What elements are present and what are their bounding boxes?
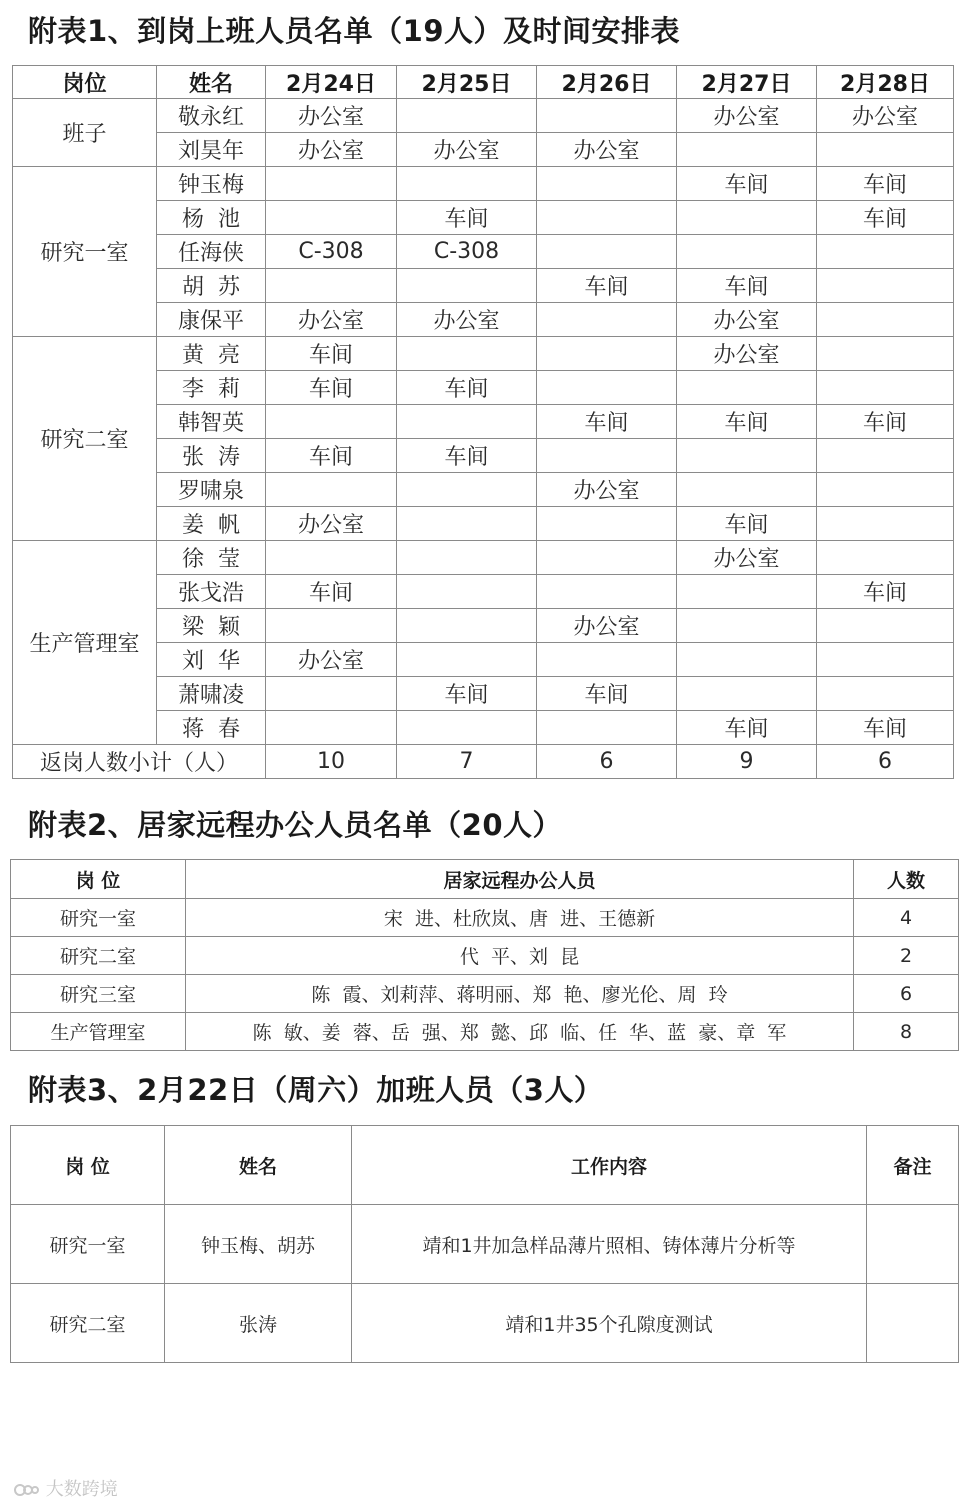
schedule-cell: 办公室 bbox=[537, 609, 677, 643]
schedule-cell bbox=[397, 507, 537, 541]
subtotal-cell: 10 bbox=[266, 745, 397, 779]
watermark bbox=[14, 1475, 118, 1501]
schedule-cell bbox=[817, 677, 954, 711]
schedule-cell bbox=[537, 303, 677, 337]
name-cell: 敬永红 bbox=[157, 99, 266, 133]
schedule-cell: 车间 bbox=[266, 439, 397, 473]
schedule-cell bbox=[677, 609, 817, 643]
table-row bbox=[11, 899, 959, 937]
table-row bbox=[13, 541, 954, 575]
schedule-cell bbox=[817, 643, 954, 677]
schedule-cell bbox=[817, 303, 954, 337]
schedule-cell: 办公室 bbox=[397, 133, 537, 167]
schedule-cell: 车间 bbox=[677, 507, 817, 541]
post-cell: 研究一室 bbox=[13, 167, 157, 337]
schedule-cell bbox=[397, 575, 537, 609]
schedule-cell: 车间 bbox=[677, 167, 817, 201]
schedule-cell bbox=[677, 133, 817, 167]
post-cell: 研究二室 bbox=[11, 937, 186, 975]
post-cell: 生产管理室 bbox=[13, 541, 157, 745]
name-cell: 刘 华 bbox=[157, 643, 266, 677]
schedule-cell bbox=[677, 439, 817, 473]
table2-header-row bbox=[11, 860, 959, 899]
schedule-cell bbox=[266, 677, 397, 711]
table2-title: 附表2、居家远程办公人员名单（20人） bbox=[28, 808, 563, 842]
schedule-cell bbox=[537, 643, 677, 677]
people-cell: 陈 霞、刘莉萍、蒋明丽、郑 艳、廖光伦、周 玲 bbox=[186, 975, 854, 1013]
count-cell: 8 bbox=[854, 1013, 959, 1051]
schedule-cell: C-308 bbox=[397, 235, 537, 269]
name-cell: 姜 帆 bbox=[157, 507, 266, 541]
schedule-cell bbox=[817, 439, 954, 473]
header-post: 岗 位 bbox=[11, 860, 186, 899]
schedule-cell bbox=[817, 473, 954, 507]
schedule-cell: 车间 bbox=[817, 167, 954, 201]
table-row bbox=[11, 1205, 959, 1284]
schedule-cell bbox=[397, 167, 537, 201]
subtotal-cell: 6 bbox=[537, 745, 677, 779]
schedule-cell bbox=[817, 133, 954, 167]
schedule-cell: 办公室 bbox=[266, 303, 397, 337]
schedule-cell bbox=[817, 609, 954, 643]
schedule-cell bbox=[817, 541, 954, 575]
table-row bbox=[11, 975, 959, 1013]
name-cell: 徐 莹 bbox=[157, 541, 266, 575]
schedule-cell: 车间 bbox=[677, 269, 817, 303]
onsite-schedule-table bbox=[12, 65, 954, 779]
schedule-cell bbox=[537, 371, 677, 405]
schedule-cell bbox=[677, 235, 817, 269]
header-date: 2月24日 bbox=[266, 66, 397, 99]
schedule-cell bbox=[817, 337, 954, 371]
name-cell: 萧啸凌 bbox=[157, 677, 266, 711]
schedule-cell bbox=[677, 473, 817, 507]
schedule-cell: 办公室 bbox=[397, 303, 537, 337]
people-cell: 陈 敏、姜 蓉、岳 强、郑 懿、邱 临、任 华、蓝 豪、章 军 bbox=[186, 1013, 854, 1051]
schedule-cell bbox=[397, 269, 537, 303]
name-cell: 罗啸泉 bbox=[157, 473, 266, 507]
schedule-cell: 办公室 bbox=[677, 337, 817, 371]
schedule-cell: 办公室 bbox=[266, 99, 397, 133]
schedule-cell bbox=[266, 609, 397, 643]
names-cell: 钟玉梅、胡苏 bbox=[165, 1205, 352, 1284]
table-row bbox=[11, 1013, 959, 1051]
header-post: 岗 位 bbox=[11, 1126, 165, 1205]
schedule-cell: 车间 bbox=[817, 201, 954, 235]
name-cell: 钟玉梅 bbox=[157, 167, 266, 201]
schedule-cell bbox=[817, 371, 954, 405]
schedule-cell bbox=[397, 643, 537, 677]
schedule-cell bbox=[677, 643, 817, 677]
schedule-cell: 车间 bbox=[397, 371, 537, 405]
schedule-cell: 车间 bbox=[817, 711, 954, 745]
schedule-cell: 车间 bbox=[677, 711, 817, 745]
schedule-cell bbox=[817, 269, 954, 303]
schedule-cell bbox=[817, 507, 954, 541]
schedule-cell: 办公室 bbox=[537, 133, 677, 167]
count-cell: 6 bbox=[854, 975, 959, 1013]
table-row bbox=[13, 99, 954, 133]
table1-body bbox=[13, 99, 954, 745]
people-cell: 代 平、刘 昆 bbox=[186, 937, 854, 975]
schedule-cell: 车间 bbox=[677, 405, 817, 439]
remote-work-table bbox=[10, 859, 959, 1051]
table-row bbox=[11, 1284, 959, 1363]
schedule-cell bbox=[537, 201, 677, 235]
schedule-cell: 车间 bbox=[397, 677, 537, 711]
schedule-cell bbox=[677, 201, 817, 235]
schedule-cell: 办公室 bbox=[677, 303, 817, 337]
header-date: 2月25日 bbox=[397, 66, 537, 99]
schedule-cell: 车间 bbox=[397, 439, 537, 473]
name-cell: 黄 亮 bbox=[157, 337, 266, 371]
header-note: 备注 bbox=[867, 1126, 959, 1205]
schedule-cell bbox=[537, 167, 677, 201]
schedule-cell bbox=[537, 575, 677, 609]
watermark-text: 大数跨境 bbox=[45, 1479, 118, 1500]
name-cell: 康保平 bbox=[157, 303, 266, 337]
name-cell: 梁 颖 bbox=[157, 609, 266, 643]
schedule-cell: 办公室 bbox=[266, 507, 397, 541]
schedule-cell bbox=[266, 269, 397, 303]
schedule-cell bbox=[397, 473, 537, 507]
schedule-cell: 车间 bbox=[817, 405, 954, 439]
schedule-cell bbox=[537, 711, 677, 745]
subtotal-cell: 7 bbox=[397, 745, 537, 779]
post-cell: 研究二室 bbox=[11, 1284, 165, 1363]
name-cell: 蒋 春 bbox=[157, 711, 266, 745]
name-cell: 任海侠 bbox=[157, 235, 266, 269]
schedule-cell: 办公室 bbox=[537, 473, 677, 507]
header-work: 工作内容 bbox=[352, 1126, 867, 1205]
schedule-cell: 办公室 bbox=[677, 541, 817, 575]
header-remote-staff: 居家远程办公人员 bbox=[186, 860, 854, 899]
schedule-cell bbox=[677, 371, 817, 405]
schedule-cell: 办公室 bbox=[266, 643, 397, 677]
schedule-cell bbox=[266, 473, 397, 507]
post-cell: 生产管理室 bbox=[11, 1013, 186, 1051]
schedule-cell: 车间 bbox=[266, 371, 397, 405]
schedule-cell bbox=[397, 541, 537, 575]
schedule-cell: 车间 bbox=[537, 677, 677, 711]
schedule-cell: 车间 bbox=[817, 575, 954, 609]
schedule-cell bbox=[817, 235, 954, 269]
schedule-cell: 办公室 bbox=[817, 99, 954, 133]
schedule-cell bbox=[397, 99, 537, 133]
table-row bbox=[13, 337, 954, 371]
name-cell: 张 涛 bbox=[157, 439, 266, 473]
schedule-cell bbox=[397, 337, 537, 371]
note-cell bbox=[867, 1205, 959, 1284]
schedule-cell bbox=[537, 99, 677, 133]
schedule-cell bbox=[537, 507, 677, 541]
schedule-cell bbox=[266, 711, 397, 745]
schedule-cell bbox=[266, 405, 397, 439]
subtotal-cell: 6 bbox=[817, 745, 954, 779]
header-count: 人数 bbox=[854, 860, 959, 899]
name-cell: 胡 苏 bbox=[157, 269, 266, 303]
header-name: 姓名 bbox=[165, 1126, 352, 1205]
name-cell: 韩智英 bbox=[157, 405, 266, 439]
schedule-cell bbox=[537, 337, 677, 371]
post-cell: 研究二室 bbox=[13, 337, 157, 541]
schedule-cell: 车间 bbox=[397, 201, 537, 235]
schedule-cell: 办公室 bbox=[677, 99, 817, 133]
header-post: 岗位 bbox=[13, 66, 157, 99]
post-cell: 研究一室 bbox=[11, 899, 186, 937]
table-row bbox=[11, 937, 959, 975]
overtime-table bbox=[10, 1125, 959, 1363]
watermark-logo-icon bbox=[14, 1481, 40, 1499]
schedule-cell: C-308 bbox=[266, 235, 397, 269]
schedule-cell bbox=[537, 235, 677, 269]
schedule-cell bbox=[537, 541, 677, 575]
schedule-cell: 车间 bbox=[266, 337, 397, 371]
header-date: 2月28日 bbox=[817, 66, 954, 99]
table1-header-row bbox=[13, 66, 954, 99]
schedule-cell: 办公室 bbox=[266, 133, 397, 167]
post-cell: 研究三室 bbox=[11, 975, 186, 1013]
schedule-cell: 车间 bbox=[537, 269, 677, 303]
subtotal-cell: 9 bbox=[677, 745, 817, 779]
table3-title: 附表3、2月22日（周六）加班人员（3人） bbox=[28, 1073, 604, 1107]
schedule-cell: 车间 bbox=[537, 405, 677, 439]
schedule-cell bbox=[266, 167, 397, 201]
note-cell bbox=[867, 1284, 959, 1363]
name-cell: 张戈浩 bbox=[157, 575, 266, 609]
subtotal-label: 返岗人数小计（人） bbox=[13, 745, 266, 779]
work-cell: 靖和1井35个孔隙度测试 bbox=[352, 1284, 867, 1363]
post-cell: 班子 bbox=[13, 99, 157, 167]
header-name: 姓名 bbox=[157, 66, 266, 99]
header-date: 2月27日 bbox=[677, 66, 817, 99]
post-cell: 研究一室 bbox=[11, 1205, 165, 1284]
table3-body bbox=[11, 1205, 959, 1363]
schedule-cell bbox=[397, 405, 537, 439]
name-cell: 李 莉 bbox=[157, 371, 266, 405]
names-cell: 张涛 bbox=[165, 1284, 352, 1363]
count-cell: 2 bbox=[854, 937, 959, 975]
header-date: 2月26日 bbox=[537, 66, 677, 99]
table1-title: 附表1、到岗上班人员名单（19人）及时间安排表 bbox=[28, 14, 681, 48]
name-cell: 杨 池 bbox=[157, 201, 266, 235]
table3-header-row bbox=[11, 1126, 959, 1205]
table2-body bbox=[11, 899, 959, 1051]
schedule-cell bbox=[397, 711, 537, 745]
schedule-cell bbox=[677, 677, 817, 711]
schedule-cell bbox=[266, 201, 397, 235]
people-cell: 宋 进、杜欣岚、唐 进、王德新 bbox=[186, 899, 854, 937]
table-row bbox=[13, 167, 954, 201]
schedule-cell bbox=[677, 575, 817, 609]
count-cell: 4 bbox=[854, 899, 959, 937]
schedule-cell bbox=[397, 609, 537, 643]
name-cell: 刘昊年 bbox=[157, 133, 266, 167]
schedule-cell bbox=[537, 439, 677, 473]
schedule-cell bbox=[266, 541, 397, 575]
subtotal-row bbox=[13, 745, 954, 779]
schedule-cell: 车间 bbox=[266, 575, 397, 609]
work-cell: 靖和1井加急样品薄片照相、铸体薄片分析等 bbox=[352, 1205, 867, 1284]
